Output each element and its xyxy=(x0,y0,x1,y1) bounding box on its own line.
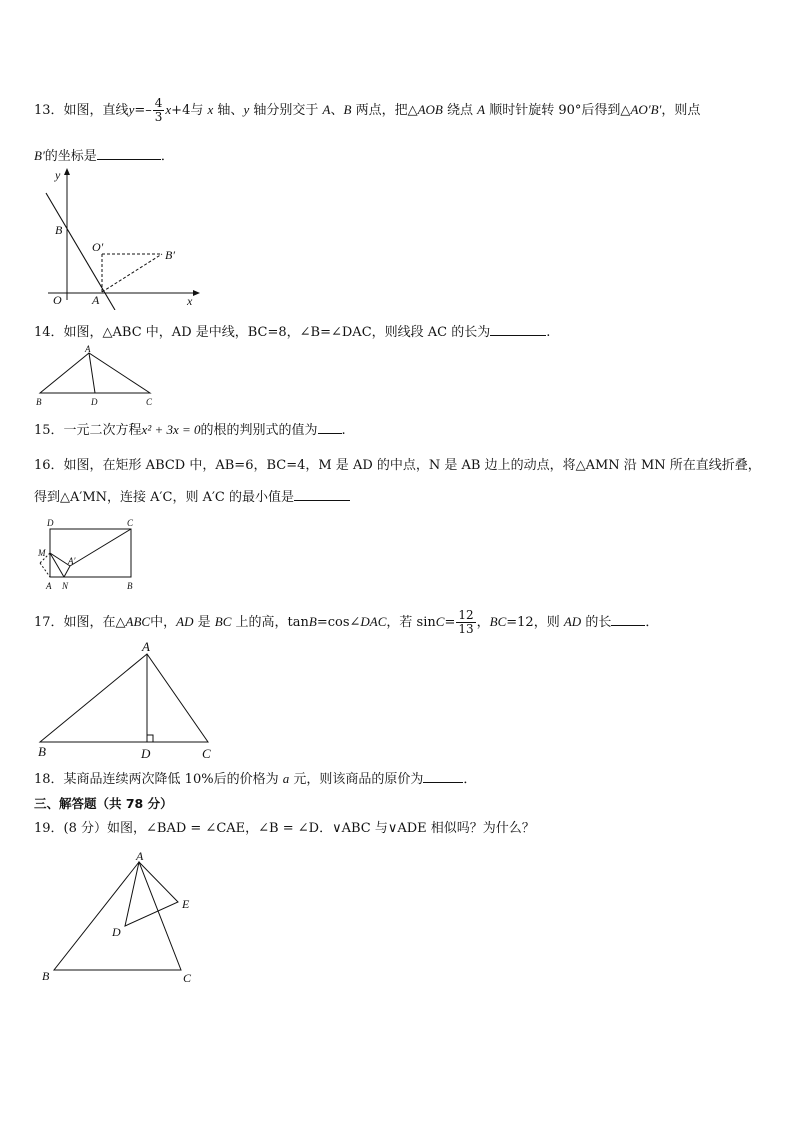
q13-line2: B′的坐标是 ． xyxy=(34,148,174,164)
fraction-4-3: $\frac{4}{3}$ xyxy=(154,96,163,124)
q16-line1: 16．如图，在矩形 ABCD 中，AB=6，BC=4，M 是 AD 的中点，N 是 AB 边上的动点，将△AMN 沿 MN 所在直线折叠， xyxy=(34,458,761,473)
figure-17 xyxy=(30,640,220,764)
q14-text: 14．如图，△ABC 中，AD 是中线，BC=8，∠B=∠DAC，则线段 AC 的长为 . xyxy=(34,325,551,340)
label-O: O xyxy=(53,293,62,307)
answer-blank xyxy=(318,421,342,434)
label-A: A xyxy=(142,640,150,654)
label-A: A xyxy=(85,344,91,354)
label-C: C xyxy=(146,397,153,407)
label-D: D xyxy=(47,518,54,528)
label-y: y xyxy=(55,168,61,182)
label-C: C xyxy=(183,971,192,985)
answer-blank xyxy=(294,488,350,501)
label-D: D xyxy=(112,925,121,939)
label-C: C xyxy=(127,518,134,528)
answer-blank xyxy=(490,323,546,336)
label-A-prime: A′ xyxy=(68,556,76,566)
label-A: A xyxy=(136,849,144,863)
label-D: D xyxy=(141,746,151,761)
label-D: D xyxy=(91,397,98,407)
q15-text: 15．一元二次方程x² + 3x = 0的根的判别式的值为 . xyxy=(34,422,346,438)
label-B-prime: B′ xyxy=(165,248,175,262)
figure-19 xyxy=(36,848,206,990)
quadratic-equation: x² + 3x = 0 xyxy=(141,422,201,437)
q17-text: 17．如图，在△ABC中，AD 是 BC 上的高，tanB=cos∠DAC，若 sinC= $\frac{12}{13}$ ，BC=12，则 AD 的长 ． xyxy=(34,608,659,636)
label-E: E xyxy=(182,897,190,911)
label-B: B xyxy=(36,397,42,407)
label-B: B xyxy=(127,581,133,591)
q13-line1: 13．如图，直线y=– $\frac{4}{3}$ x+4与 x 轴、y 轴分别交于 A、B 两点，把△AOB 绕点 A 顺时针旋转 90°后得到△AO′B′，则点 xyxy=(34,96,701,124)
figure-13 xyxy=(30,165,205,310)
figure-16 xyxy=(32,516,142,594)
label-B: B xyxy=(38,744,46,759)
answer-blank xyxy=(611,613,645,626)
label-B: B xyxy=(55,223,63,237)
figure-14 xyxy=(30,343,165,409)
fraction-12-13: $\frac{12}{13}$ xyxy=(458,608,474,636)
label-N: N xyxy=(62,581,69,591)
answer-blank xyxy=(423,770,463,783)
label-M: M xyxy=(38,548,46,558)
label-A: A xyxy=(92,293,100,307)
q18-text: 18．某商品连续两次降低 10%后的价格为 a 元，则该商品的原价为 ． xyxy=(34,771,477,787)
label-B: B xyxy=(42,969,50,983)
q16-line2: 得到△A′MN，连接 A′C，则 A′C 的最小值是 xyxy=(34,488,350,507)
answer-blank xyxy=(97,147,161,160)
section-heading: 三、解答题（共 78 分） xyxy=(34,796,173,811)
label-x: x xyxy=(187,294,193,308)
q19-text: 19．(8 分）如图，∠BAD = ∠CAE，∠B = ∠D．∨ABC 与∨ADE 相似吗？为什么？ xyxy=(34,821,535,836)
label-A: A xyxy=(46,581,52,591)
label-C: C xyxy=(202,746,211,761)
label-O-prime: O′ xyxy=(92,240,104,254)
